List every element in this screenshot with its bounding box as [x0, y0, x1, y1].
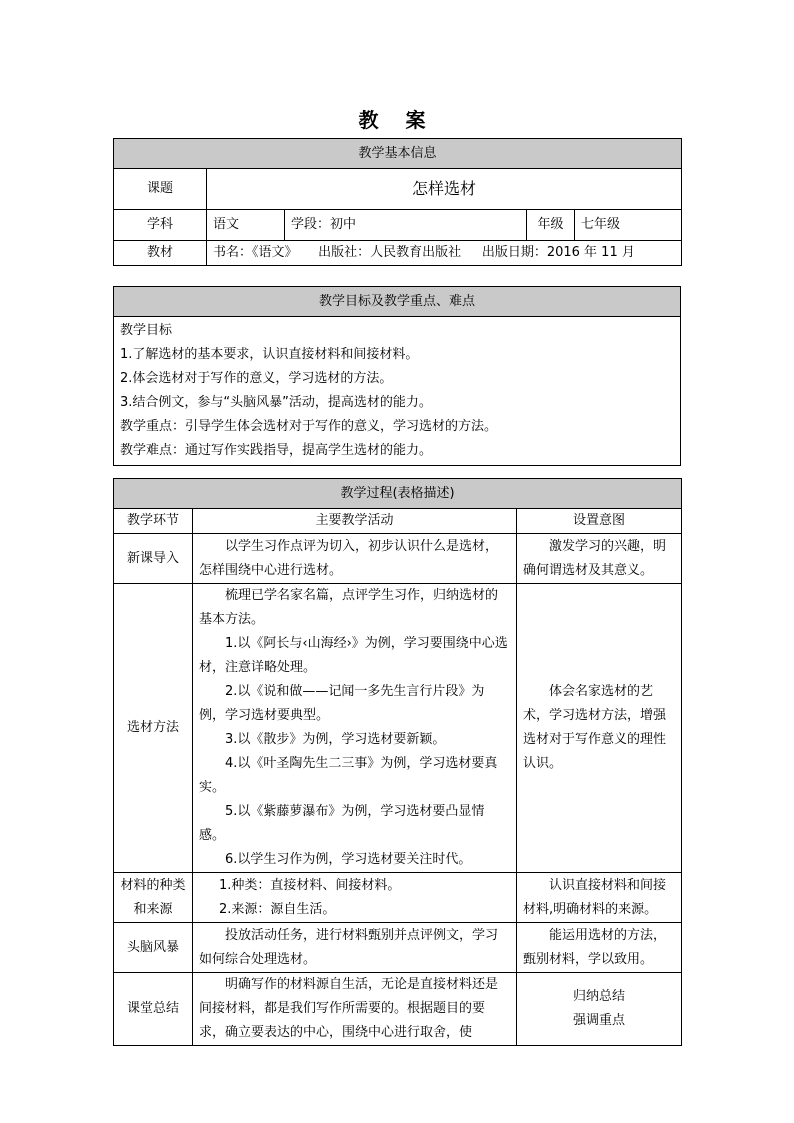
goals-line: 2.体会选材对于写作的意义，学习选材的方法。: [120, 371, 393, 386]
activity-text: 6.以学生习作为例，学习选材要关注时代。: [225, 852, 472, 867]
table-row: [114, 873, 682, 923]
intent-cell: [517, 923, 682, 973]
activity-text: 2.以《说和做——记闻一多先生言行片段》为例，学习选材要典型。: [199, 684, 485, 723]
goals-body: [114, 317, 681, 466]
activity-cell: [193, 923, 517, 973]
col-stage-header: 教学环节: [114, 509, 193, 534]
stage-cell: 材料的种类和来源: [114, 873, 193, 923]
col-activity-header: 主要教学活动: [193, 509, 517, 534]
stage-cell: 选材方法: [114, 584, 193, 873]
intent-text: 认识直接材料和间接材料,明确材料的来源。: [523, 877, 667, 917]
stage-cell: 课堂总结: [114, 973, 193, 1046]
activity-text: 4.以《叶圣陶先生二三事》为例，学习选材要真实。: [199, 756, 498, 795]
topic-value: 怎样选材: [207, 169, 682, 210]
table-row: [114, 534, 682, 584]
activity-text: 梳理已学名家名篇，点评学生习作，归纳选材的基本方法。: [199, 588, 499, 627]
activity-text: 2.来源：源自生活。: [219, 901, 336, 917]
textbook-value: 书名：《语文》 出版社：人民教育出版社 出版日期：2016 年 11 月: [207, 241, 682, 266]
activity-text: 1.以《阿长与‹山海经›》为例，学习要围绕中心选材，注意详略处理。: [199, 636, 508, 675]
topic-label: 课题: [114, 169, 207, 210]
intent-cell: [517, 584, 682, 873]
intent-text: 激发学习的兴趣，明确何谓选材及其意义。: [523, 538, 667, 578]
stage-cell: 新课导入: [114, 534, 193, 584]
goals-line: 1.了解选材的基本要求，认识直接材料和间接材料。: [120, 347, 419, 362]
subject-value: 语文: [207, 210, 285, 241]
activity-cell: [193, 534, 517, 584]
intent-cell: [517, 973, 682, 1046]
stage-cell: 头脑风暴: [114, 923, 193, 973]
process-table: [113, 478, 682, 1046]
basic-info-header: 教学基本信息: [114, 139, 682, 169]
difficult-point: 教学难点：通过写作实践指导，提高学生选材的能力。: [120, 443, 433, 458]
grade-label: 年级: [527, 210, 575, 241]
activity-text: 明确写作的材料源自生活，无论是直接材料还是间接材料，都是我们写作所需要的。根据题目的要求，确立要表达的中心，围绕中心进行取舍，使: [199, 977, 499, 1040]
grade-value: 七年级: [575, 210, 682, 241]
textbook-label: 教材: [114, 241, 207, 266]
key-point: 教学重点：引导学生体会选材对于写作的意义，学习选材的方法。: [120, 419, 498, 434]
activity-text: 投放活动任务，进行材料甄别并点评例文，学习如何综合处理选材。: [199, 927, 499, 967]
goals-table: [113, 286, 681, 466]
activity-text: 1.种类：直接材料、间接材料。: [219, 877, 401, 893]
activity-cell: [193, 873, 517, 923]
table-row: [114, 923, 682, 973]
basic-info-table: [113, 138, 682, 266]
col-intent-header: 设置意图: [517, 509, 682, 534]
activity-text: 5.以《紫藤萝瀑布》为例，学习选材要凸显情感。: [199, 804, 485, 843]
activity-cell: [193, 973, 517, 1046]
process-header: 教学过程(表格描述): [114, 479, 682, 509]
goals-line: 教学目标: [120, 323, 173, 338]
intent-cell: [517, 873, 682, 923]
table-row: [114, 973, 682, 1046]
activity-text: 3.以《散步》为例，学习选材要新颖。: [225, 732, 446, 747]
intent-text: 体会名家选材的艺术，学习选材方法，增强选材对于写作意义的理性认识。: [523, 684, 667, 771]
subject-label: 学科: [114, 210, 207, 241]
table-row: [114, 584, 682, 873]
intent-text: 能运用选材的方法，甄别材料，学以致用。: [523, 927, 667, 967]
activity-cell: [193, 584, 517, 873]
goals-header: 教学目标及教学重点、难点: [114, 287, 681, 317]
intent-text: 归纳总结: [573, 989, 626, 1004]
document-title: 教 案: [358, 108, 436, 132]
intent-text: 强调重点: [573, 1013, 626, 1028]
goals-line: 3.结合例文，参与“头脑风暴”活动，提高选材的能力。: [120, 395, 432, 410]
activity-text: 以学生习作点评为切入，初步认识什么是选材，怎样围绕中心进行选材。: [199, 538, 499, 578]
stage-text: 学段：初中: [285, 210, 527, 241]
intent-cell: [517, 534, 682, 584]
